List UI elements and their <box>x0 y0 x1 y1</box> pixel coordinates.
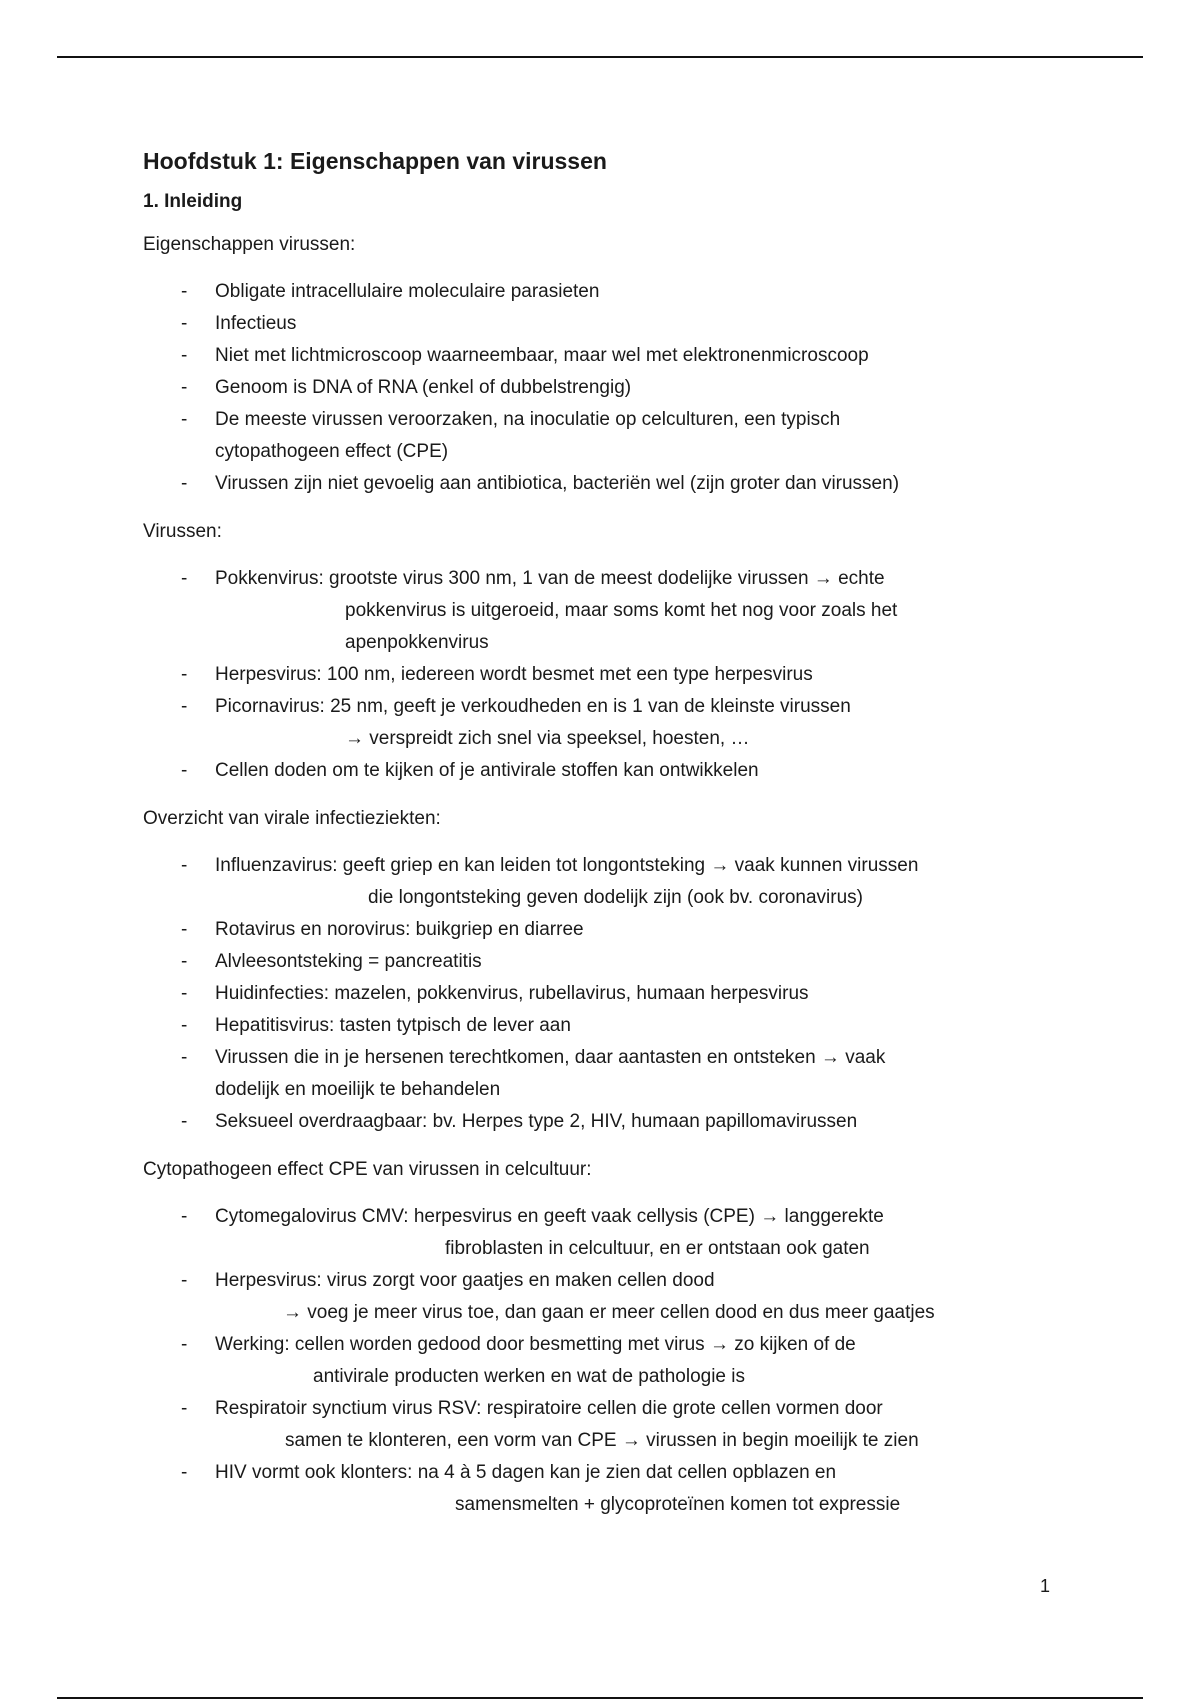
list-item-line: Niet met lichtmicroscoop waarneembaar, maar wel met elektronenmicroscoop <box>215 345 869 366</box>
bullet-list <box>143 276 1073 500</box>
footer-rule <box>57 1697 1143 1699</box>
dash-bullet-icon: - <box>181 696 188 717</box>
list-item-line: Picornavirus: 25 nm, geeft je verkoudheden en is 1 van de kleinste virussen <box>215 696 851 717</box>
dash-bullet-icon: - <box>181 1270 188 1291</box>
list-item <box>143 659 1073 691</box>
list-item-text <box>215 850 1073 914</box>
list-item-text <box>215 1457 1073 1521</box>
section-title: Cytopathogeen effect CPE van virussen in celcultuur: <box>143 1159 592 1180</box>
section-title: Eigenschappen virussen: <box>143 234 356 255</box>
list-item <box>143 946 1073 978</box>
list-item <box>143 978 1073 1010</box>
list-item-line: Hepatitisvirus: tasten tytpisch de lever aan <box>215 1015 571 1036</box>
list-item-line: Infectieus <box>215 313 297 334</box>
list-item-line: Virussen die in je hersenen terechtkomen, daar aantasten en ontsteken → vaak <box>215 1047 886 1068</box>
dash-bullet-icon: - <box>181 664 188 685</box>
list-item-continuation: → voeg je meer virus toe, dan gaan er meer cellen dood en dus meer gaatjes <box>283 1302 935 1323</box>
dash-bullet-icon: - <box>181 313 188 334</box>
list-item-text <box>215 1106 1073 1138</box>
list-item-continuation: samensmelten + glycoproteïnen komen tot expressie <box>455 1494 901 1515</box>
list-item-line: Alvleesontsteking = pancreatitis <box>215 951 482 972</box>
list-item-continuation: → verspreidt zich snel via speeksel, hoesten, … <box>345 728 750 749</box>
list-item-text <box>215 1010 1073 1042</box>
list-item-line: Pokkenvirus: grootste virus 300 nm, 1 van de meest dodelijke virussen → echte <box>215 568 885 589</box>
dash-bullet-icon: - <box>181 1462 188 1483</box>
list-item <box>143 850 1073 914</box>
list-item-line: Herpesvirus: virus zorgt voor gaatjes en maken cellen dood <box>215 1270 715 1291</box>
dash-bullet-icon: - <box>181 1111 188 1132</box>
list-item <box>143 755 1073 787</box>
list-item-text <box>215 276 1073 308</box>
list-item-text <box>215 691 1073 755</box>
list-item-line: Rotavirus en norovirus: buikgriep en diarree <box>215 919 584 940</box>
list-item-line: Seksueel overdraagbaar: bv. Herpes type 2, HIV, humaan papillomavirussen <box>215 1111 858 1132</box>
list-item-text <box>215 914 1073 946</box>
header-rule <box>57 56 1143 58</box>
list-item-line: Herpesvirus: 100 nm, iedereen wordt besmet met een type herpesvirus <box>215 664 813 685</box>
list-item-text <box>215 1201 1073 1265</box>
list-item-text <box>215 563 1073 659</box>
list-item-line: Werking: cellen worden gedood door besmetting met virus → zo kijken of de <box>215 1334 856 1355</box>
list-item-line: Respiratoir synctium virus RSV: respiratoire cellen die grote cellen vormen door <box>215 1398 883 1419</box>
list-item-text <box>215 1393 1073 1457</box>
page-number: 1 <box>1040 1576 1051 1596</box>
list-item <box>143 691 1073 755</box>
dash-bullet-icon: - <box>181 377 188 398</box>
list-item <box>143 1010 1073 1042</box>
bullet-list <box>143 1201 1073 1521</box>
list-item-continuation: dodelijk en moeilijk te behandelen <box>215 1079 501 1100</box>
list-item <box>143 372 1073 404</box>
list-item-text <box>215 372 1073 404</box>
list-item <box>143 563 1073 659</box>
dash-bullet-icon: - <box>181 951 188 972</box>
list-item <box>143 468 1073 500</box>
dash-bullet-icon: - <box>181 1015 188 1036</box>
bullet-list <box>143 850 1073 1138</box>
dash-bullet-icon: - <box>181 1047 188 1068</box>
list-item-text <box>215 1042 1073 1106</box>
list-item <box>143 340 1073 372</box>
dash-bullet-icon: - <box>181 473 188 494</box>
list-item-text <box>215 468 1073 500</box>
dash-bullet-icon: - <box>181 855 188 876</box>
list-item-continuation: apenpokkenvirus <box>345 632 489 653</box>
list-item-text <box>215 978 1073 1010</box>
list-item <box>143 914 1073 946</box>
list-item <box>143 1393 1073 1457</box>
list-item-text <box>215 1265 1073 1329</box>
list-item <box>143 1265 1073 1329</box>
dash-bullet-icon: - <box>181 983 188 1004</box>
list-item <box>143 276 1073 308</box>
list-item-line: Genoom is DNA of RNA (enkel of dubbelstrengig) <box>215 377 632 398</box>
dash-bullet-icon: - <box>181 1398 188 1419</box>
list-item <box>143 308 1073 340</box>
sections-container <box>143 229 1073 1521</box>
list-item <box>143 1201 1073 1265</box>
section-title: Overzicht van virale infectieziekten: <box>143 808 441 829</box>
list-item-line: Cellen doden om te kijken of je antivirale stoffen kan ontwikkelen <box>215 760 759 781</box>
bullet-list <box>143 563 1073 787</box>
list-item-line: Virussen zijn niet gevoelig aan antibiotica, bacteriën wel (zijn groter dan virussen) <box>215 473 900 494</box>
dash-bullet-icon: - <box>181 409 188 430</box>
list-item <box>143 1042 1073 1106</box>
list-item-line: Influenzavirus: geeft griep en kan leiden tot longontsteking → vaak kunnen virussen <box>215 855 919 876</box>
section-title: Virussen: <box>143 521 222 542</box>
dash-bullet-icon: - <box>181 919 188 940</box>
list-item-continuation: antivirale producten werken en wat de pathologie is <box>313 1366 745 1387</box>
list-item <box>143 404 1073 468</box>
list-item-text <box>215 659 1073 691</box>
list-item-line: Obligate intracellulaire moleculaire parasieten <box>215 281 600 302</box>
page-title: Hoofdstuk 1: Eigenschappen van virussen <box>143 148 607 174</box>
list-item-line: De meeste virussen veroorzaken, na inoculatie op celculturen, een typisch <box>215 409 841 430</box>
list-item <box>143 1106 1073 1138</box>
document-body <box>143 140 1073 1537</box>
list-item-line: HIV vormt ook klonters: na 4 à 5 dagen kan je zien dat cellen opblazen en <box>215 1462 837 1483</box>
list-item-text <box>215 308 1073 340</box>
list-item-text <box>215 755 1073 787</box>
list-item-line: Huidinfecties: mazelen, pokkenvirus, rubellavirus, humaan herpesvirus <box>215 983 809 1004</box>
list-item-text <box>215 404 1073 468</box>
list-item <box>143 1329 1073 1393</box>
dash-bullet-icon: - <box>181 568 188 589</box>
list-item-continuation: fibroblasten in celcultuur, en er ontstaan ook gaten <box>445 1238 870 1259</box>
list-item <box>143 1457 1073 1521</box>
dash-bullet-icon: - <box>181 1206 188 1227</box>
list-item-continuation: die longontsteking geven dodelijk zijn (ook bv. coronavirus) <box>368 887 863 908</box>
dash-bullet-icon: - <box>181 345 188 366</box>
list-item-continuation: pokkenvirus is uitgeroeid, maar soms komt het nog voor zoals het <box>345 600 898 621</box>
dash-bullet-icon: - <box>181 281 188 302</box>
list-item-continuation: samen te klonteren, een vorm van CPE → virussen in begin moeilijk te zien <box>285 1430 919 1451</box>
list-item-text <box>215 946 1073 978</box>
list-item-line: Cytomegalovirus CMV: herpesvirus en geeft vaak cellysis (CPE) → langgerekte <box>215 1206 884 1227</box>
dash-bullet-icon: - <box>181 760 188 781</box>
list-item-text <box>215 1329 1073 1393</box>
section-heading: 1. Inleiding <box>143 191 243 212</box>
list-item-text <box>215 340 1073 372</box>
dash-bullet-icon: - <box>181 1334 188 1355</box>
list-item-continuation: cytopathogeen effect (CPE) <box>215 441 449 462</box>
